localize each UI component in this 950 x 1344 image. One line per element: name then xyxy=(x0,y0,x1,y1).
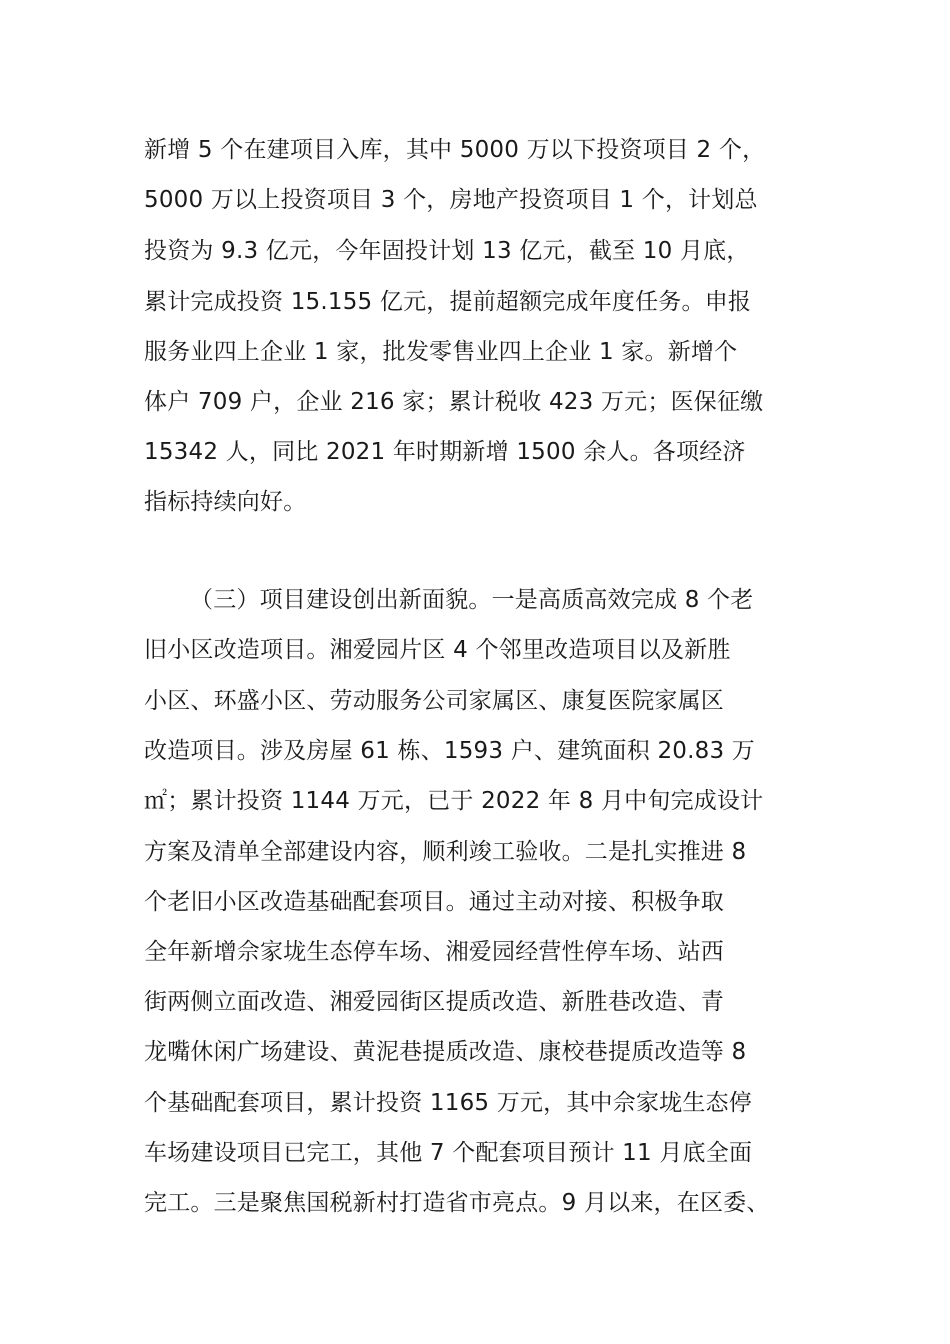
text-line: 个基础配套项目，累计投资 1165 万元，其中佘家垅生态停 xyxy=(144,1090,752,1116)
text-line: 小区、环盛小区、劳动服务公司家属区、康复医院家属区 xyxy=(144,688,724,714)
text-line: 新增 5 个在建项目入库，其中 5000 万以下投资项目 2 个， xyxy=(144,137,766,163)
text-line: 指标持续向好。 xyxy=(144,489,307,515)
text-line: ㎡；累计投资 1144 万元，已于 2022 年 8 月中旬完成设计 xyxy=(144,788,764,814)
text-line: 服务业四上企业 1 家，批发零售业四上企业 1 家。新增个 xyxy=(144,339,738,365)
text-line: 完工。三是聚焦国税新村打造省市亮点。9 月以来，在区委、 xyxy=(144,1190,770,1216)
text-line: 龙嘴休闲广场建设、黄泥巷提质改造、康校巷提质改造等 8 xyxy=(144,1039,747,1065)
text-line: 全年新增佘家垅生态停车场、湘爱园经营性停车场、站西 xyxy=(144,939,724,965)
text-line: 旧小区改造项目。湘爱园片区 4 个邻里改造项目以及新胜 xyxy=(144,637,731,663)
text-line: 车场建设项目已完工，其他 7 个配套项目预计 11 月底全面 xyxy=(144,1140,753,1166)
text-line: 15342 人，同比 2021 年时期新增 1500 余人。各项经济 xyxy=(144,439,746,465)
text-line-indented: （三）项目建设创出新面貌。一是高质高效完成 8 个老 xyxy=(190,587,754,613)
text-line: 体户 709 户，企业 216 家；累计税收 423 万元；医保征缴 xyxy=(144,389,764,415)
text-line: 街两侧立面改造、湘爱园街区提质改造、新胜巷改造、青 xyxy=(144,989,724,1015)
text-line: 投资为 9.3 亿元，今年固投计划 13 亿元，截至 10 月底， xyxy=(144,238,750,264)
text-line: 方案及清单全部建设内容，顺利竣工验收。二是扎实推进 8 xyxy=(144,839,747,865)
text-line: 改造项目。涉及房屋 61 栋、1593 户、建筑面积 20.83 万 xyxy=(144,738,755,764)
text-line: 5000 万以上投资项目 3 个，房地产投资项目 1 个，计划总 xyxy=(144,187,758,213)
text-line: 累计完成投资 15.155 亿元，提前超额完成年度任务。申报 xyxy=(144,289,752,315)
text-line: 个老旧小区改造基础配套项目。通过主动对接、积极争取 xyxy=(144,889,724,915)
